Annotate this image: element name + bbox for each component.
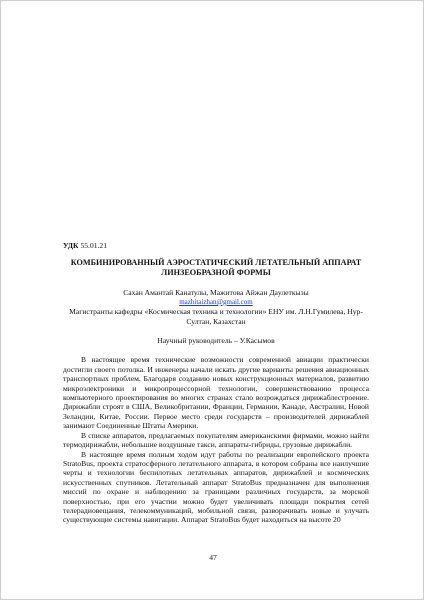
affiliation: Магистранты кафедры «Космическая техника и технологии» ЕНУ им. Л.Н.Гумилева, Нур-Султан, Казахстан: [69, 307, 363, 326]
email-link[interactable]: mazhitaizhan@gmail.com: [179, 297, 253, 306]
paragraph: В настоящее время технические возможности современной авиации практически достигли своего потолка. И инженеры начали искать другие варианты решения авиационных транспортных проблем. Благодаря созданию новых конструкционных материалов, развитию микроэлектроники и микропроцессорной технологии, совершенствованию процесса компьютерного проектирования во многих странах стало возрождаться дирижаблестроение. Дирижабли строят в США, Великобритании, Франции, Германии, Канаде, Австралии, Новой Зеландии, Китае, России. Первое место среди государств – производителей дирижаблей занимают Соединенные Штаты Америки.: [63, 355, 369, 431]
advisor: Научный руководитель – У.Касымов: [157, 336, 275, 346]
paragraph: В настоящее время полным ходом идут работы по реализации европейского проекта StratoBus, проекта стратосферного летательного аппарата, в котором собраны все наилучшие черты и технологии беспилотных летательных аппаратов, дирижаблей и космических искусственных спутников. Летательный аппарат StratoBus предназначен для выполнения миссий по охране и наблюдению за границами различных государств, за морской поверхностью, при его участии можно будет увеличивать площади покрытия сетей телерадиовещания, телекоммуникаций, мобильной связи, разворачивать новые и улучать существующие системы навигации. Аппарат StratoBus будет находиться на высоте 20: [63, 449, 369, 525]
udk-label: УДК: [63, 241, 79, 250]
udk-code: 55.01.21: [78, 241, 108, 250]
paper-content: [63, 241, 369, 525]
udk-line: [63, 241, 369, 250]
paragraph: В списке аппаратов, предлагаемых покупателям американскими фирмами, можно найти термодирижабли, небольшие воздушные такси, аппараты-гибриды, грузовые дирижабли.: [63, 430, 369, 450]
paper-title: КОМБИНИРОВАННЫЙ АЭРОСТАТИЧЕСКИЙ ЛЕТАТЕЛЬНЫЙ АППАРАТ ЛИНЗЕОБРАЗНОЙ ФОРМЫ: [70, 258, 362, 278]
authors: Сахан Амантай Канатулы, Мажитова Айжан Дaулеткызы: [123, 288, 309, 298]
page-number: 47: [209, 553, 217, 562]
